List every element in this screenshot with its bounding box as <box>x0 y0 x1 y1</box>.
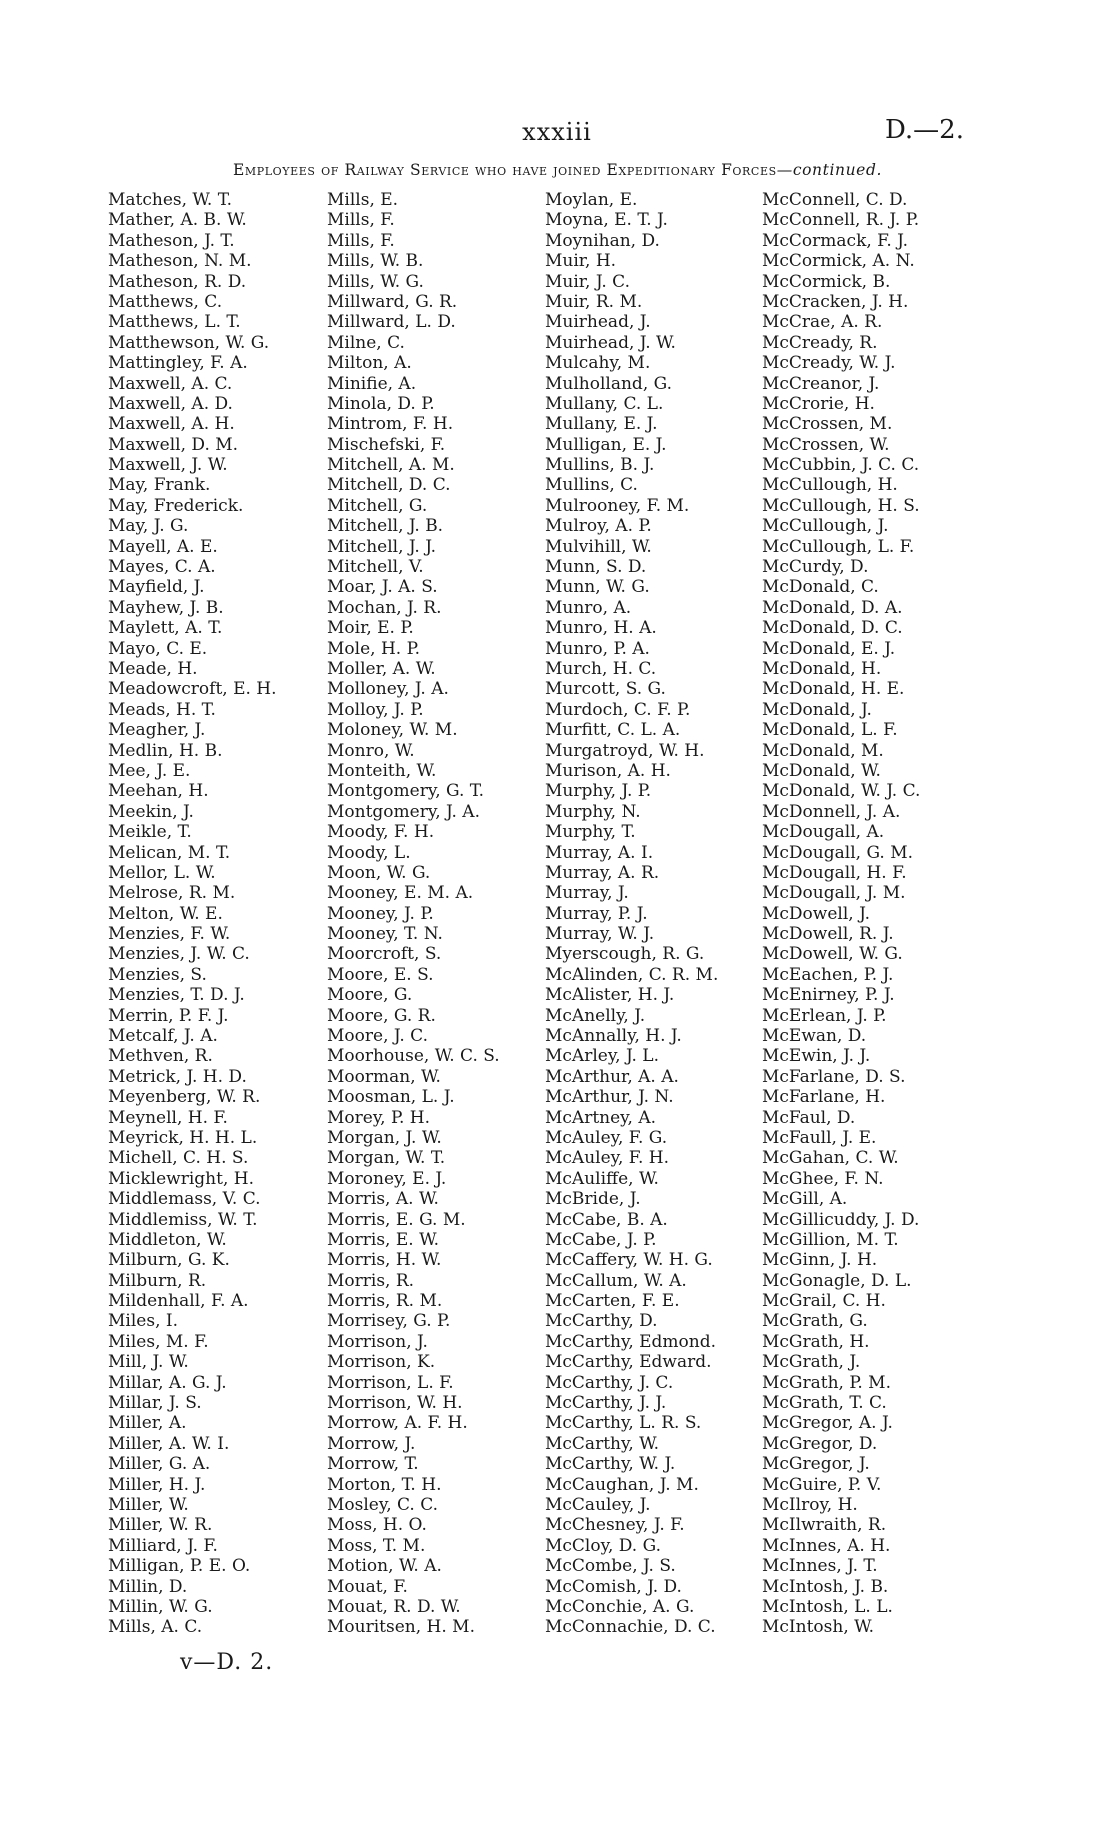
employee-name: McGonagle, D. L. <box>762 1270 912 1291</box>
employee-name: Motion, W. A. <box>327 1556 442 1577</box>
page-reference: D.—2. <box>885 115 964 145</box>
employee-name: Milliard, J. F. <box>108 1535 218 1556</box>
employee-name: Morris, E. W. <box>327 1229 439 1250</box>
employee-name: McIlroy, H. <box>762 1495 858 1515</box>
employee-name: McDougall, H. F. <box>762 862 907 883</box>
employee-name: Munn, W. G. <box>545 577 650 598</box>
employee-name: McCaffery, W. H. G. <box>545 1250 713 1271</box>
employee-name: Moyna, E. T. J. <box>545 210 668 231</box>
employee-name: Moir, E. P. <box>327 618 414 639</box>
employee-name: McArthur, A. A. <box>545 1066 679 1087</box>
employee-name: McGillicuddy, J. D. <box>762 1209 920 1230</box>
employee-name: Matthews, L. T. <box>108 312 241 333</box>
employee-name: Methven, R. <box>108 1046 213 1067</box>
employee-name: Mayfield, J. <box>108 577 205 598</box>
employee-name: Molloy, J. P. <box>327 699 424 720</box>
employee-name: Minola, D. P. <box>327 393 435 414</box>
employee-name: Mulroy, A. P. <box>545 516 652 537</box>
employee-name: McCarthy, L. R. S. <box>545 1413 702 1434</box>
employee-name: May, Frank. <box>108 475 211 496</box>
employee-name: Morrow, A. F. H. <box>327 1413 468 1434</box>
employee-name: Milne, C. <box>327 332 405 353</box>
employee-name: McCrorie, H. <box>762 393 875 414</box>
employee-name: McDonald, E. J. <box>762 638 896 659</box>
employee-name: Miller, A. W. I. <box>108 1433 230 1454</box>
employee-name: McInnes, A. H. <box>762 1535 891 1556</box>
employee-name: Murgatroyd, W. H. <box>545 740 705 761</box>
employee-name: Mulvihill, W. <box>545 536 652 557</box>
employee-name: McIlwraith, R. <box>762 1515 887 1536</box>
employee-name: McEachen, P. J. <box>762 964 894 985</box>
employee-name: Mayhew, J. B. <box>108 597 224 618</box>
employee-name: Moroney, E. J. <box>327 1168 447 1189</box>
employee-name: Miller, A. <box>108 1413 187 1434</box>
employee-name: McFarlane, D. S. <box>762 1066 906 1087</box>
employee-name: Mill, J. W. <box>108 1352 189 1373</box>
employee-name: McGinn, J. H. <box>762 1250 878 1271</box>
employee-name: McCabe, B. A. <box>545 1209 668 1230</box>
employee-name: Meikle, T. <box>108 822 192 843</box>
employee-name: Millar, J. S. <box>108 1393 202 1414</box>
employee-name: Morris, A. W. <box>327 1189 439 1210</box>
employee-name: Millin, W. G. <box>108 1596 213 1617</box>
employee-name: Morris, R. M. <box>327 1291 443 1312</box>
heading-title: Employees of Railway Service who have joined Expeditionary Forces <box>233 161 777 179</box>
employee-name: McEnirney, P. J. <box>762 985 895 1006</box>
employee-name: Muirhead, J. W. <box>545 332 676 353</box>
employee-name: McDonald, W. J. C. <box>762 781 921 802</box>
employee-name: Metrick, J. H. D. <box>108 1066 247 1087</box>
employee-name: Myerscough, R. G. <box>545 944 705 965</box>
employee-name: McCurdy, D. <box>762 557 869 578</box>
employee-name: Mayell, A. E. <box>108 536 218 557</box>
employee-name: McCarthy, J. J. <box>545 1393 667 1414</box>
employee-name: Moorcroft, S. <box>327 944 442 965</box>
employee-name: McCubbin, J. C. C. <box>762 455 920 476</box>
employee-name: Morey, P. H. <box>327 1107 431 1128</box>
employee-name: Meade, H. <box>108 658 198 679</box>
employee-name: Mulcahy, M. <box>545 353 651 374</box>
employee-name: McDonald, C. <box>762 577 879 598</box>
employee-name: Murray, P. J. <box>545 903 648 924</box>
employee-name: McIntosh, L. L. <box>762 1596 893 1617</box>
employee-name: Mochan, J. R. <box>327 597 442 618</box>
employee-name: Moody, F. H. <box>327 822 435 843</box>
employee-name: Mitchell, A. M. <box>327 455 455 476</box>
employee-name: McCloy, D. G. <box>545 1535 661 1556</box>
employee-name: McGill, A. <box>762 1189 848 1210</box>
employee-name: Middlemiss, W. T. <box>108 1209 258 1230</box>
employee-name: Millar, A. G. J. <box>108 1372 227 1393</box>
employee-name: Moon, W. G. <box>327 862 431 883</box>
employee-name: Meyenberg, W. R. <box>108 1087 261 1108</box>
column-3 <box>545 190 785 1638</box>
employee-name: Morrison, J. <box>327 1331 428 1352</box>
employee-name: Meagher, J. <box>108 720 206 741</box>
employee-name: McCabe, J. P. <box>545 1229 657 1250</box>
employee-name: McAnnally, H. J. <box>545 1026 682 1047</box>
employee-name: McConnell, C. D. <box>762 190 908 210</box>
employee-name: McGillion, M. T. <box>762 1229 899 1250</box>
employee-name: Munro, H. A. <box>545 618 657 639</box>
employee-name: Meynell, H. F. <box>108 1107 228 1128</box>
employee-name: Miles, I. <box>108 1311 178 1332</box>
employee-name: McCreanor, J. <box>762 373 880 394</box>
employee-name: McCrossen, M. <box>762 414 893 435</box>
employee-name: McBride, J. <box>545 1189 641 1210</box>
employee-name: McCaughan, J. M. <box>545 1474 699 1495</box>
employee-name: Michell, C. H. S. <box>108 1148 249 1169</box>
employee-name: McDougall, J. M. <box>762 883 906 904</box>
employee-name: Mills, W. B. <box>327 251 424 272</box>
employee-name: Mouat, R. D. W. <box>327 1596 461 1617</box>
employee-name: Muirhead, J. <box>545 312 651 333</box>
employee-name: McGahan, C. W. <box>762 1148 899 1169</box>
employee-name: Mole, H. P. <box>327 638 420 659</box>
employee-name: Middlemass, V. C. <box>108 1189 261 1210</box>
employee-name: Milburn, R. <box>108 1270 207 1291</box>
employee-name: Morrow, T. <box>327 1454 419 1475</box>
employee-name: Murfitt, C. L. A. <box>545 720 681 741</box>
employee-name: Meadowcroft, E. H. <box>108 679 277 700</box>
employee-name: McIntosh, W. <box>762 1617 875 1638</box>
page-number: xxxiii <box>522 118 592 146</box>
employee-name: Moore, J. C. <box>327 1026 428 1047</box>
employee-name: Murray, J. <box>545 883 629 904</box>
employee-name: McDowell, R. J. <box>762 924 894 945</box>
column-4 <box>762 190 1002 1638</box>
employee-name: McDonald, W. <box>762 760 881 781</box>
employee-name: Menzies, J. W. C. <box>108 944 250 965</box>
employee-name: McInnes, J. T. <box>762 1556 878 1577</box>
employee-name: Maxwell, A. D. <box>108 393 233 414</box>
employee-name: Murray, A. R. <box>545 862 660 883</box>
employee-name: Moore, E. S. <box>327 964 434 985</box>
employee-name: McComish, J. D. <box>545 1576 682 1597</box>
employee-name: McCarthy, D. <box>545 1311 658 1332</box>
employee-name: Moore, G. <box>327 985 413 1006</box>
employee-name: Morrison, K. <box>327 1352 436 1373</box>
employee-name: Meads, H. T. <box>108 699 216 720</box>
employee-name: Medlin, H. B. <box>108 740 223 761</box>
employee-name: Mitchell, J. J. <box>327 536 437 557</box>
employee-name: McArthur, J. N. <box>545 1087 674 1108</box>
employee-name: Maxwell, A. H. <box>108 414 235 435</box>
employee-name: McCarthy, W. J. <box>545 1454 676 1475</box>
employee-name: Muir, J. C. <box>545 271 630 292</box>
employee-name: Morris, E. G. M. <box>327 1209 466 1230</box>
employee-name: Mills, F. <box>327 210 395 231</box>
employee-name: McGrath, G. <box>762 1311 868 1332</box>
page-footer: v—D. 2. <box>180 1650 274 1675</box>
employee-name: Mills, F. <box>327 230 395 251</box>
employee-name: McIntosh, J. B. <box>762 1576 889 1597</box>
employee-name: Miller, G. A. <box>108 1454 211 1475</box>
employee-name: Milligan, P. E. O. <box>108 1556 251 1577</box>
employee-name: Murdoch, C. F. P. <box>545 699 691 720</box>
employee-name: Metcalf, J. A. <box>108 1026 218 1047</box>
employee-name: Murch, H. C. <box>545 658 657 679</box>
employee-name: Miles, M. F. <box>108 1331 209 1352</box>
employee-name: McArley, J. L. <box>545 1046 659 1067</box>
employee-name: McGrail, C. H. <box>762 1291 886 1312</box>
employee-name: McGregor, D. <box>762 1433 878 1454</box>
employee-name: McFaul, D. <box>762 1107 856 1128</box>
employee-name: McCready, R. <box>762 332 878 353</box>
employee-name: Melrose, R. M. <box>108 883 236 904</box>
employee-name: Menzies, S. <box>108 964 207 985</box>
employee-name: Miller, W. <box>108 1495 189 1515</box>
employee-name: McDonald, H. <box>762 658 882 679</box>
employee-name: McConchie, A. G. <box>545 1596 695 1617</box>
employee-name: Miller, H. J. <box>108 1474 206 1495</box>
employee-name: Mee, J. E. <box>108 760 191 781</box>
employee-name: McCracken, J. H. <box>762 291 909 312</box>
employee-name: Mulligan, E. J. <box>545 434 667 455</box>
employee-name: Morrison, W. H. <box>327 1393 463 1414</box>
employee-name: McCallum, W. A. <box>545 1270 687 1291</box>
employee-name: McAnelly, J. <box>545 1005 646 1026</box>
employee-name: Middleton, W. <box>108 1229 227 1250</box>
employee-name: Mills, W. G. <box>327 271 424 292</box>
employee-name: Mooney, E. M. A. <box>327 883 474 904</box>
employee-name: Morrisey, G. P. <box>327 1311 451 1332</box>
employee-name: Molloney, J. A. <box>327 679 449 700</box>
employee-name: Matthews, C. <box>108 291 223 312</box>
employee-name: Munn, S. D. <box>545 557 647 578</box>
employee-name: Mulrooney, F. M. <box>545 495 690 516</box>
employee-name: Muir, R. M. <box>545 291 643 312</box>
employee-name: Matthewson, W. G. <box>108 332 270 353</box>
employee-name: Merrin, P. F. J. <box>108 1005 229 1026</box>
employee-name: May, Frederick. <box>108 495 244 516</box>
employee-name: Mooney, T. N. <box>327 924 443 945</box>
employee-name: Murphy, T. <box>545 822 636 843</box>
employee-name: McCullough, H. S. <box>762 495 920 516</box>
employee-name: McAlinden, C. R. M. <box>545 964 719 985</box>
employee-name: Murphy, J. P. <box>545 781 652 802</box>
employee-name: Mills, E. <box>327 190 399 210</box>
employee-name: McGregor, J. <box>762 1454 870 1475</box>
employee-name: Meekin, J. <box>108 801 194 822</box>
employee-name: Mulholland, G. <box>545 373 673 394</box>
employee-name: Mouritsen, H. M. <box>327 1617 475 1638</box>
employee-name: McCormack, F. J. <box>762 230 909 251</box>
employee-name: Mitchell, G. <box>327 495 428 516</box>
employee-name: Matches, W. T. <box>108 190 232 210</box>
employee-name: Milburn, G. K. <box>108 1250 230 1271</box>
employee-name: Moorman, W. <box>327 1066 441 1087</box>
employee-name: Matheson, N. M. <box>108 251 252 272</box>
employee-name: McCready, W. J. <box>762 353 896 374</box>
employee-name: McGuire, P. V. <box>762 1474 882 1495</box>
employee-name: Mattingley, F. A. <box>108 353 248 374</box>
employee-name: Mosley, C. C. <box>327 1495 439 1515</box>
employee-name: Moar, J. A. S. <box>327 577 438 598</box>
column-2 <box>327 190 567 1638</box>
employee-name: Minifie, A. <box>327 373 417 394</box>
employee-name: Maxwell, A. C. <box>108 373 233 394</box>
employee-name: Montgomery, G. T. <box>327 781 485 802</box>
employee-name: Moody, L. <box>327 842 411 863</box>
employee-name: McCarten, F. E. <box>545 1291 680 1312</box>
employee-name: McAuley, F. G. <box>545 1127 668 1148</box>
employee-name: Mullany, E. J. <box>545 414 658 435</box>
employee-name: Micklewright, H. <box>108 1168 254 1189</box>
employee-name: McCarthy, Edward. <box>545 1352 712 1373</box>
employee-name: May, J. G. <box>108 516 189 537</box>
employee-name: McArtney, A. <box>545 1107 657 1128</box>
employee-name: McCormick, B. <box>762 271 891 292</box>
employee-name: Monteith, W. <box>327 760 437 781</box>
employee-name: McAlister, H. J. <box>545 985 675 1006</box>
employee-name: Millward, L. D. <box>327 312 456 333</box>
employee-name: Maxwell, J. W. <box>108 455 228 476</box>
employee-name: Mills, A. C. <box>108 1617 203 1638</box>
employee-name: Maxwell, D. M. <box>108 434 239 455</box>
employee-name: McDougall, A. <box>762 822 885 843</box>
employee-name: Moorhouse, W. C. S. <box>327 1046 500 1067</box>
employee-name: Moloney, W. M. <box>327 720 458 741</box>
employee-name: Morgan, W. T. <box>327 1148 446 1169</box>
employee-name: McConnell, R. J. P. <box>762 210 920 231</box>
employee-name: Millward, G. R. <box>327 291 458 312</box>
employee-name: Munro, P. A. <box>545 638 650 659</box>
employee-name: Morgan, J. W. <box>327 1127 442 1148</box>
employee-name: McDougall, G. M. <box>762 842 914 863</box>
employee-name: McFarlane, H. <box>762 1087 886 1108</box>
employee-name: Maylett, A. T. <box>108 618 223 639</box>
employee-name: Moore, G. R. <box>327 1005 436 1026</box>
employee-name: Moller, A. W. <box>327 658 436 679</box>
employee-name: McCarthy, Edmond. <box>545 1331 717 1352</box>
employee-name: McGrath, P. M. <box>762 1372 891 1393</box>
employee-name: Meyrick, H. H. L. <box>108 1127 258 1148</box>
employee-name: Mellor, L. W. <box>108 862 216 883</box>
employee-name: McGregor, A. J. <box>762 1413 893 1434</box>
employee-name: Milton, A. <box>327 353 412 374</box>
employee-name: Moosman, L. J. <box>327 1087 455 1108</box>
heading-continued: —continued. <box>776 161 882 179</box>
employee-name: McCormick, A. N. <box>762 251 915 272</box>
employee-name: Murray, W. J. <box>545 924 655 945</box>
employee-name: Mayes, C. A. <box>108 557 216 578</box>
employee-name: McCrossen, W. <box>762 434 890 455</box>
employee-name: Muir, H. <box>545 251 617 272</box>
employee-name: McEwin, J. J. <box>762 1046 871 1067</box>
employee-name: Moylan, E. <box>545 190 638 210</box>
employee-name: McDonald, H. E. <box>762 679 905 700</box>
employee-name: McCullough, L. F. <box>762 536 915 557</box>
employee-name: Morrison, L. F. <box>327 1372 454 1393</box>
employee-name: McDowell, J. <box>762 903 870 924</box>
employee-name: Millin, D. <box>108 1576 188 1597</box>
employee-name: McCombe, J. S. <box>545 1556 676 1577</box>
employee-name: Mitchell, V. <box>327 557 424 578</box>
employee-name: Murcott, S. G. <box>545 679 666 700</box>
employee-name: Moynihan, D. <box>545 230 660 251</box>
employee-name: Melican, M. T. <box>108 842 231 863</box>
employee-name: Moss, T. M. <box>327 1535 426 1556</box>
employee-name: McDonald, J. <box>762 699 872 720</box>
employee-name: Morris, R. <box>327 1270 415 1291</box>
employee-name: McGrath, H. <box>762 1331 870 1352</box>
employee-name: Morton, T. H. <box>327 1474 442 1495</box>
employee-name: Montgomery, J. A. <box>327 801 480 822</box>
employee-name: Monro, W. <box>327 740 415 761</box>
employee-name: McDonald, L. F. <box>762 720 898 741</box>
employee-name: McGhee, F. N. <box>762 1168 884 1189</box>
employee-name: McCrae, A. R. <box>762 312 883 333</box>
employee-name: Mayo, C. E. <box>108 638 208 659</box>
employee-name: Matheson, J. T. <box>108 230 235 251</box>
employee-name: Meehan, H. <box>108 781 209 802</box>
employee-name: Mooney, J. P. <box>327 903 434 924</box>
employee-name: McGrath, J. <box>762 1352 861 1373</box>
employee-name: McAuliffe, W. <box>545 1168 659 1189</box>
employee-name: McEwan, D. <box>762 1026 867 1047</box>
employee-name: Mintrom, F. H. <box>327 414 454 435</box>
employee-name: Mullins, C. <box>545 475 638 496</box>
employee-name: McDowell, W. G. <box>762 944 903 965</box>
employee-name: Mouat, F. <box>327 1576 408 1597</box>
employee-name: Menzies, F. W. <box>108 924 231 945</box>
employee-name: McCarthy, J. C. <box>545 1372 674 1393</box>
employee-name: Moss, H. O. <box>327 1515 427 1536</box>
employee-name: Mullany, C. L. <box>545 393 664 414</box>
employee-name: Miller, W. R. <box>108 1515 213 1536</box>
employee-name: Mitchell, D. C. <box>327 475 451 496</box>
employee-name: Melton, W. E. <box>108 903 223 924</box>
employee-name: McCauley, J. <box>545 1495 651 1515</box>
employee-name: McAuley, F. H. <box>545 1148 669 1169</box>
employee-name: Menzies, T. D. J. <box>108 985 245 1006</box>
employee-name: Mitchell, J. B. <box>327 516 444 537</box>
employee-name: Munro, A. <box>545 597 632 618</box>
employee-name: Morris, H. W. <box>327 1250 442 1271</box>
employee-name: McCullough, H. <box>762 475 898 496</box>
employee-name: Morrow, J. <box>327 1433 416 1454</box>
employee-name: Mischefski, F. <box>327 434 446 455</box>
employee-name: Mildenhall, F. A. <box>108 1291 249 1312</box>
page-heading <box>120 161 995 179</box>
employee-name: McDonnell, J. A. <box>762 801 901 822</box>
employee-name: Murray, A. I. <box>545 842 654 863</box>
employee-name: Murphy, N. <box>545 801 641 822</box>
employee-name: McFaull, J. E. <box>762 1127 877 1148</box>
employee-name: McConnachie, D. C. <box>545 1617 716 1638</box>
employee-name: McDonald, D. C. <box>762 618 903 639</box>
employee-name: McChesney, J. F. <box>545 1515 685 1536</box>
employee-name: Mather, A. B. W. <box>108 210 247 231</box>
employee-name: Mullins, B. J. <box>545 455 655 476</box>
employee-name: McGrath, T. C. <box>762 1393 887 1414</box>
employee-name: Matheson, R. D. <box>108 271 247 292</box>
employee-name: McCarthy, W. <box>545 1433 660 1454</box>
employee-name: McErlean, J. P. <box>762 1005 887 1026</box>
employee-name: Murison, A. H. <box>545 760 671 781</box>
employee-name: McDonald, M. <box>762 740 884 761</box>
column-1 <box>108 190 348 1638</box>
employee-name: McCullough, J. <box>762 516 889 537</box>
employee-name: McDonald, D. A. <box>762 597 903 618</box>
